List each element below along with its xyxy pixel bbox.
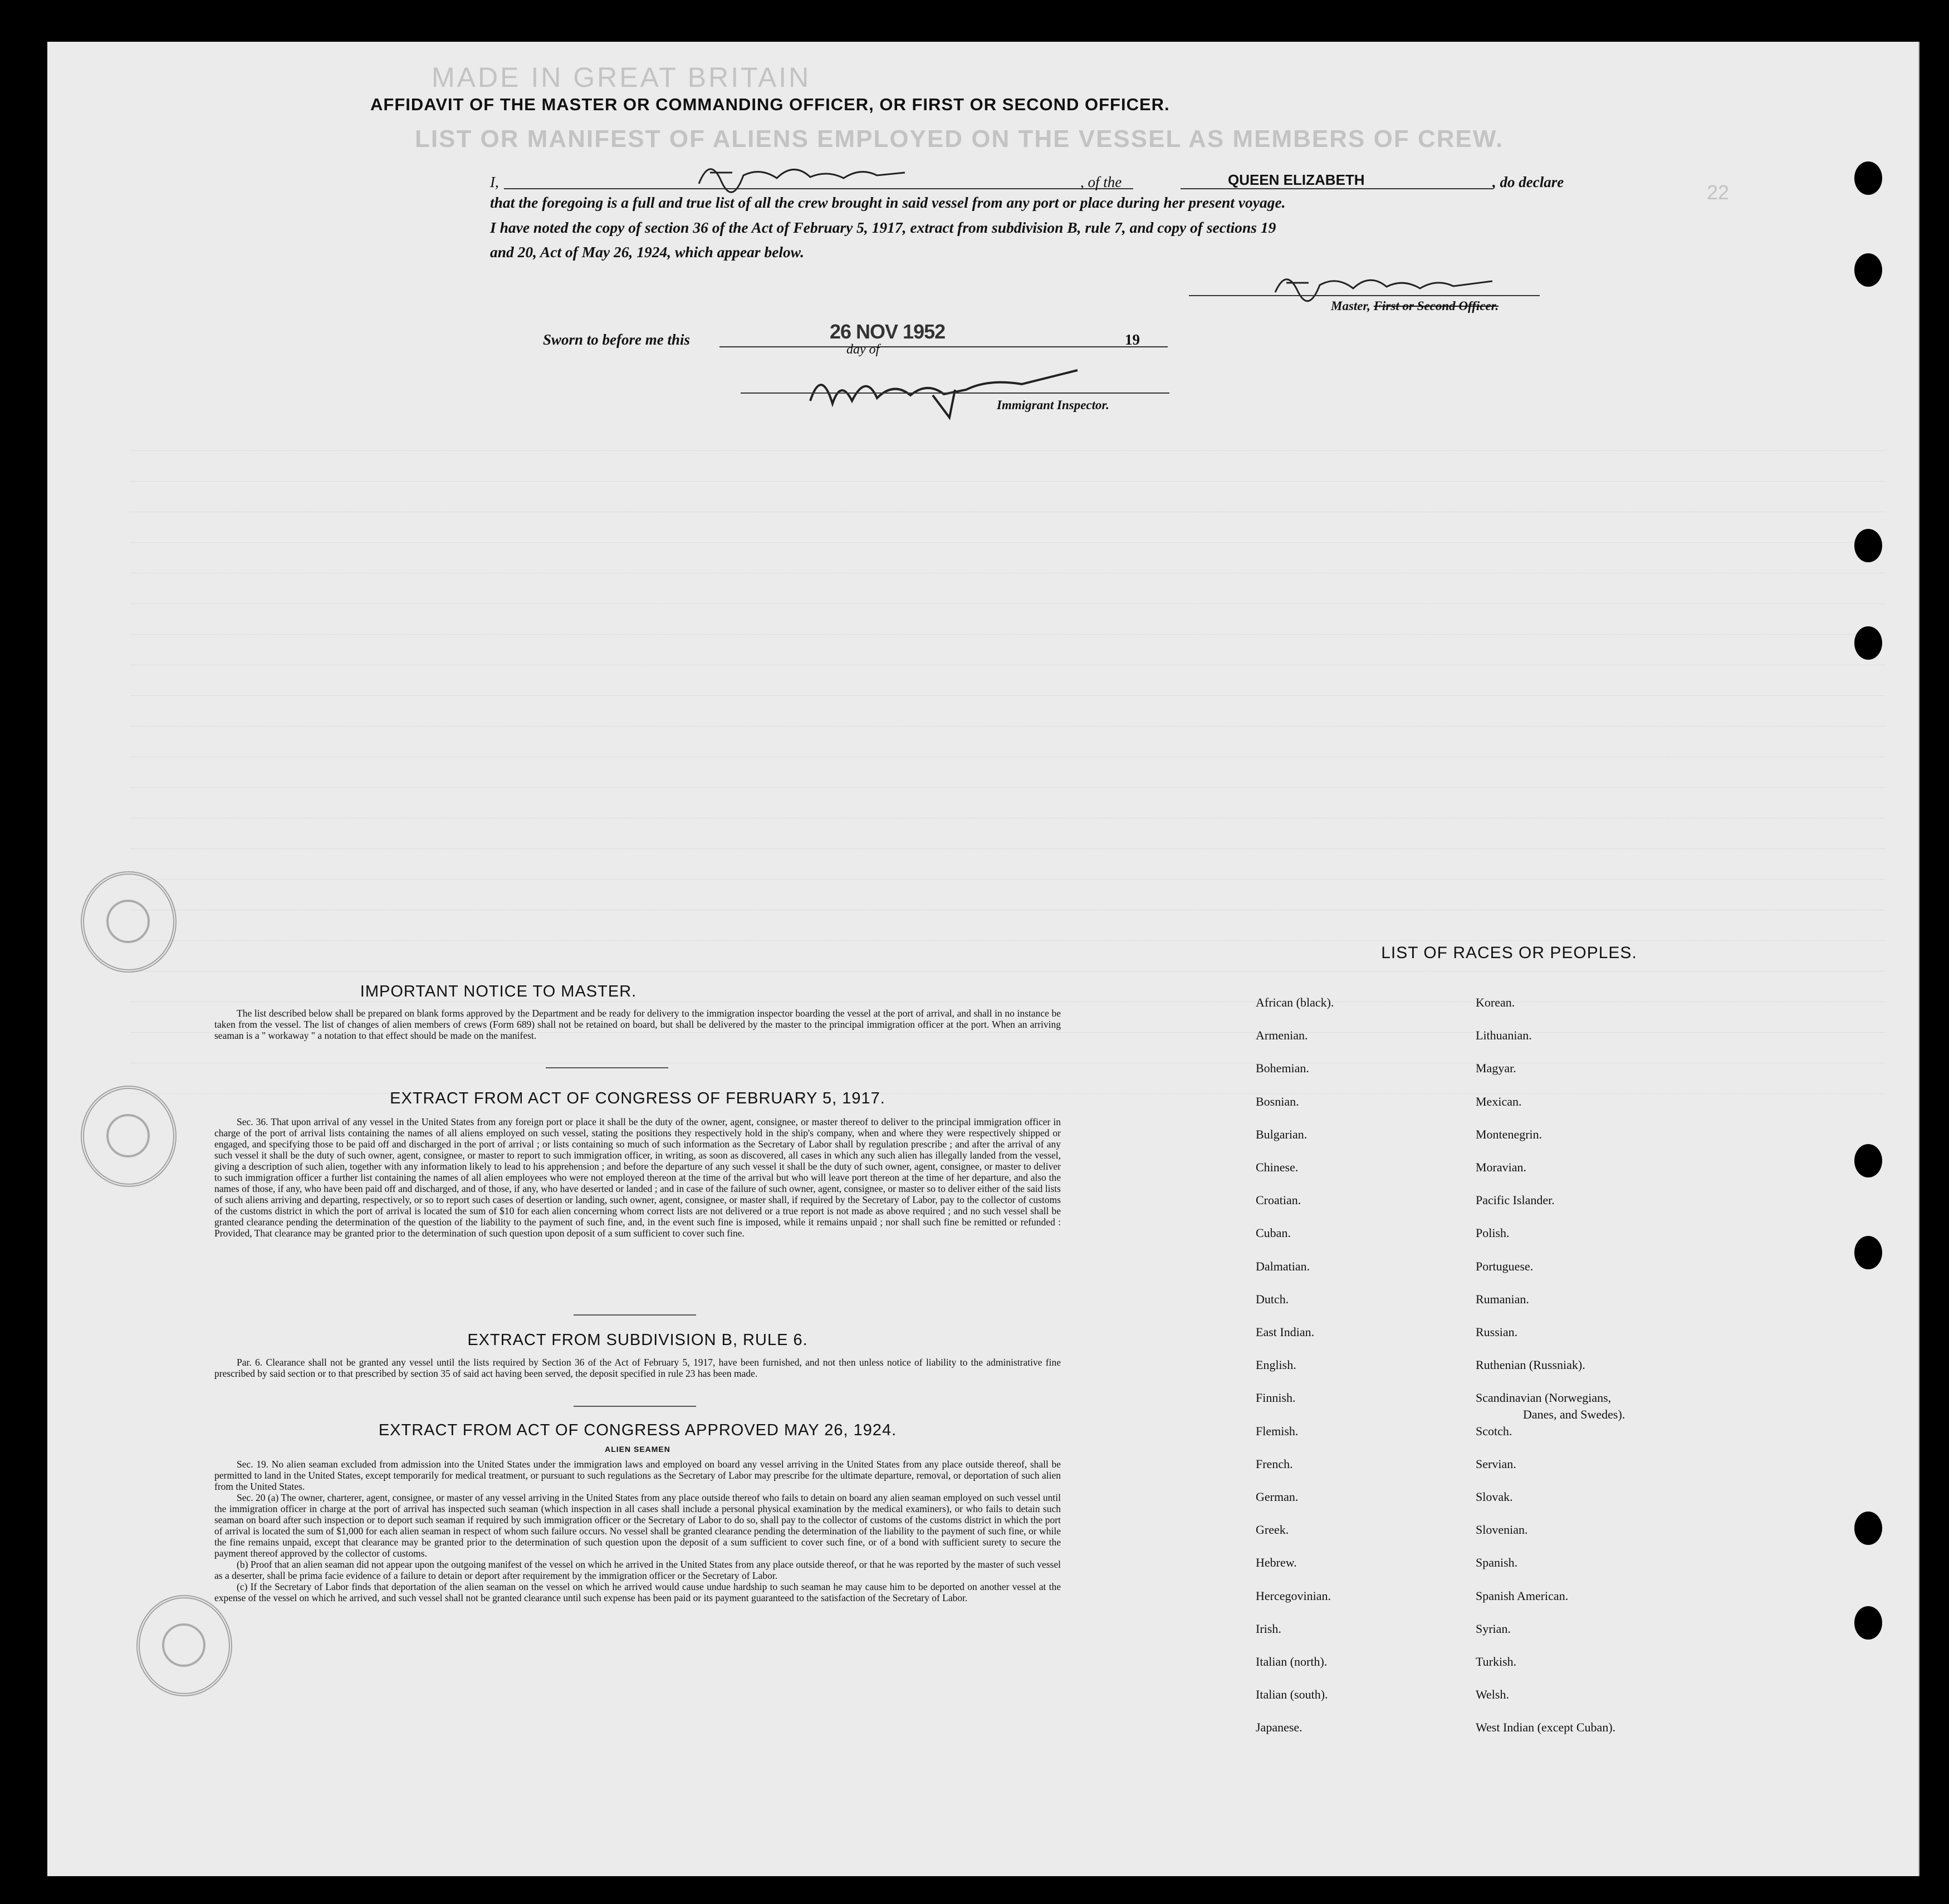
day-of-label: day of [846,342,880,357]
race-item: Slovenian. [1476,1523,1528,1537]
sworn-label: Sworn to before me this [543,331,691,348]
race-item: West Indian (except Cuban). [1476,1720,1616,1735]
ghost-row [131,498,1885,512]
sec-20b-text: (b) Proof that an alien seaman did not appear upon the outgoing manifest of the vessel on which he arrived in the United States from any place outside thereof, or that he was reported by the master of such vessel as a deserter, shall be prima facie evidence of a failure to detain or deport after requirement by the immigration officer or the Secretary of Labor. [214,1559,1061,1581]
race-item: English. [1256,1358,1296,1372]
race-item: Pacific Islander. [1476,1193,1555,1208]
extract-rule6-title: EXTRACT FROM SUBDIVISION B, RULE 6. [467,1331,808,1349]
ghost-row [131,529,1885,543]
ghost-row [131,590,1885,604]
notice-text: The list described below shall be prepared on blank forms approved by the Department and be ready for delivery to the immigration inspector boarding the vessel at the port of arrival, and shall in no instance be taken from the vessel. The list of changes of alien members of crews (Form 689) shall not be retained on board, but shall be delivered by the master to the principal immigration officer at the port. When an arriving seaman is a " workaway " a notation to that effect should be made on the manifest. [214,1008,1061,1041]
race-item: Italian (north). [1256,1655,1328,1669]
race-item: Scandinavian (Norwegians, [1476,1391,1612,1405]
race-item: Russian. [1476,1325,1518,1339]
race-item: Mexican. [1476,1094,1522,1108]
race-item: Flemish. [1256,1424,1299,1438]
extract-rule6-text: Par. 6. Clearance shall not be granted any vessel until the lists required by Section 36 of the Act of February 5, 1917, have been furnished, and not then unless notice of liability to the administrative fine prescribed by said section or to that prescribed by section 35 of said act having been served, the deposit specified in rule 23 has been made. [214,1357,1061,1379]
extract-1924-title: EXTRACT FROM ACT OF CONGRESS APPROVED MAY 26, 1924. [378,1421,897,1439]
inspector-line [741,392,1169,394]
punch-hole-1 [1854,161,1882,195]
race-item: Greek. [1256,1523,1289,1537]
race-item: Lithuanian. [1476,1028,1532,1043]
vessel-blank [1181,188,1492,189]
race-item: Montenegrin. [1476,1127,1542,1141]
race-item: Armenian. [1256,1028,1308,1043]
punch-hole-4 [1854,626,1882,660]
race-item: Spanish American. [1476,1588,1569,1603]
race-item: Japanese. [1256,1720,1302,1735]
ghost-stamp: MADE IN GREAT BRITAIN [432,62,811,93]
of-the-label: , of the [1080,174,1122,190]
notice-title: IMPORTANT NOTICE TO MASTER. [360,983,637,1000]
punch-hole-3 [1854,529,1882,562]
sworn-blank [719,346,1168,347]
extract-1924-subtitle: ALIEN SEAMEN [605,1445,670,1454]
ghost-row [131,468,1885,482]
race-item: Korean. [1476,995,1515,1009]
extract-1924-body [214,1459,1061,1603]
sec-20a-text: Sec. 20 (a) The owner, charterer, agent, consignee, or master of any vessel arriving in the United States from any place outside thereof who fails to detain on board any alien seaman employed on such vessel until the immigration officer in charge at the port of arrival has inspected such seaman (which inspection in all cases shall include a personal physical examination by the medical examiners), or who fails to detain such seaman on board after such inspection or to deport such seaman if required by such immigration officer or the Secretary of Labor to do so, shall pay to the collector of customs of the customs district in which the port of arrival is located the sum of $1,000 for each alien seaman in respect of whom such failure occurs. No vessel shall be granted clearance pending the determination of the liability to the payment of such fine, or while the fine remains unpaid, except that clearance may be granted prior to the determination of such question upon the deposit of a sum sufficient to cover such fine, or of a bond with sufficient surety to secure the payment thereof approved by the collector of customs. [214,1492,1061,1559]
race-item: Cuban. [1256,1226,1291,1240]
do-declare-label: , do declare [1492,174,1564,190]
race-item: Irish. [1256,1621,1281,1636]
separator-1 [546,1067,668,1068]
separator-3 [574,1406,696,1407]
race-item: Syrian. [1476,1621,1511,1636]
race-scandinavian-continuation: Danes, and Swedes). [1523,1407,1625,1421]
race-item: Chinese. [1256,1160,1299,1174]
race-item: Hercegovinian. [1256,1588,1331,1603]
punch-hole-8 [1854,1606,1882,1640]
ghost-row [131,835,1885,849]
race-item: Spanish. [1476,1555,1518,1570]
punch-hole-7 [1854,1512,1882,1545]
ghost-row [131,896,1885,910]
race-item: Rumanian. [1476,1292,1529,1306]
affidavit-line-4: and 20, Act of May 26, 1924, which appear below. [490,243,805,261]
sworn-date-stamp: 26 NOV 1952 [830,320,946,343]
official-seal-stamp-1 [81,871,177,973]
ghost-row [131,866,1885,880]
races-title: LIST OF RACES OR PEOPLES. [1381,944,1637,962]
ghost-row [131,804,1885,818]
sec-20c-text: (c) If the Secretary of Labor finds that deportation of the alien seaman on the vessel on which he arrived would cause undue hardship to such seaman he may cause him to be deported on another vessel at the expense of the vessel on which he arrived, and such vessel shall not be granted clearance until such expense has been paid or its payment guaranteed to the satisfaction of the Secretary of Labor. [214,1581,1061,1603]
race-item: Moravian. [1476,1160,1527,1174]
race-item: Italian (south). [1256,1687,1328,1702]
ghost-row [131,1049,1885,1063]
ghost-row [131,651,1885,665]
affidavit-line-3: I have noted the copy of section 36 of the Act of February 5, 1917, extract from subdivision B, rule 7, and copy of sections 19 [490,219,1276,236]
master-signature-line [1189,295,1540,296]
race-item: Servian. [1476,1456,1516,1471]
race-item: French. [1256,1456,1293,1471]
affidavit-line-2: that the foregoing is a full and true list of all the crew brought in said vessel from any port or place during her present voyage. [490,194,1286,211]
manifest-sheet [47,42,1919,1876]
race-item: Dutch. [1256,1292,1289,1306]
race-item: Dalmatian. [1256,1259,1310,1273]
race-item: Bohemian. [1256,1061,1309,1076]
master-label-text: Master, [1331,299,1370,313]
signer-signature-1 [693,150,916,195]
race-item: Ruthenian (Russniak). [1476,1358,1585,1372]
ghost-manifest-title: LIST OR MANIFEST OF ALIENS EMPLOYED ON THE VESSEL AS MEMBERS OF CREW. [415,125,1504,153]
race-item: Welsh. [1476,1687,1509,1702]
race-item: Portuguese. [1476,1259,1534,1273]
race-item: Slovak. [1476,1490,1513,1504]
master-signature [1270,262,1504,303]
ghost-row [131,743,1885,757]
ghost-row [131,560,1885,573]
punch-hole-6 [1854,1236,1882,1269]
extract-1917-title: EXTRACT FROM ACT OF CONGRESS OF FEBRUARY 5, 1917. [390,1090,885,1107]
vessel-name: QUEEN ELIZABETH [1228,171,1365,188]
extract-1917-text: Sec. 36. That upon arrival of any vessel in the United States from any foreign port or place it shall be the duty of the owner, agent, consignee, or master thereof to deliver to the principal immigration officer in charge of the port of arrival lists containing the names of all aliens employed on such vessel, stating the positions they respectively hold in the ship's company, when and where they were respectively shipped or engaged, and specifying those to be paid off and discharged in the port of arrival ; or lists containing so much of such information as the Secretary of Labor shall by regulation prescribe ; and after the arrival of any such vessel it shall be the duty of such owner, agent, consignee, or master to report to such immigration officer, in writing, as soon as discovered, all cases in which any such alien has illegally landed from the vessel, giving a description of such alien, together with any information likely to lead to his apprehension ; and before the departure of any such vessel it shall be the duty of such owner, agent, consignee, or master to deliver to such immigration officer a further list containing the names of all alien employees who were not employed thereon at the time of the arrival but who will leave port thereon at the time of her departure, and also the names of those, if any, who have been paid off and discharged, and of those, if any, who have deserted or landed ; and in case of the failure of such owner, agent, consignee, or master so to deliver either of the said lists of such aliens arriving and departing, respectively, or so to report such cases of desertion or landing, such owner, agent, consignee, or master shall, if required by the Secretary of Labor, pay to the collector of customs of the customs district in which the port of arrival is located the sum of $10 for each alien concerning whom correct lists are not delivered or a true report is not made as above required ; and no such vessel shall be granted clearance pending the determination of the question of the liability to the payment of such fine, and, in the event such fine is imposed, while it remains unpaid ; nor shall such fine be remitted or refunded : Provided, That clearance may be granted prior to the determination of such question upon deposit of a sum sufficient to cover such fine. [214,1116,1061,1239]
ghost-row [131,682,1885,696]
official-seal-stamp-2 [81,1086,177,1187]
ghost-row [131,621,1885,635]
race-item: Croatian. [1256,1193,1301,1208]
inspector-label: Immigrant Inspector. [997,398,1109,412]
race-item: Scotch. [1476,1424,1512,1438]
punch-hole-2 [1854,253,1882,287]
race-item: German. [1256,1490,1299,1504]
race-item: Bosnian. [1256,1094,1299,1108]
struck-officer-label: First or Second Officer. [1373,299,1499,313]
race-item: Finnish. [1256,1391,1296,1405]
ghost-row [131,774,1885,788]
sec-19-text: Sec. 19. No alien seaman excluded from admission into the United States under the immigration laws and employed on board any vessel arriving in the United States from any place outside thereof, shall be permitted to land in the United States, except temporarily for medical treatment, or pursuant to such regulations as the Secretary of Labor may prescribe for the ultimate departure, removal, or deportation of such alien from the United States. [214,1459,1061,1492]
separator-2 [574,1314,696,1316]
official-seal-stamp-3 [136,1595,232,1696]
year-label: 19 [1125,331,1140,348]
race-item: East Indian. [1256,1325,1315,1339]
ghost-row [131,437,1885,451]
master-label [1331,299,1499,313]
race-item: Magyar. [1476,1061,1516,1076]
race-item: Turkish. [1476,1655,1517,1669]
ghost-number: 22 [1707,181,1730,204]
race-item: Hebrew. [1256,1555,1297,1570]
ghost-row [131,927,1885,941]
ghost-row [131,713,1885,727]
race-item: Bulgarian. [1256,1127,1308,1141]
affidavit-i-label: I, [490,174,499,190]
race-item: African (black). [1256,995,1334,1009]
affidavit-title: AFFIDAVIT OF THE MASTER OR COMMANDING OFFICER, OR FIRST OR SECOND OFFICER. [370,95,1170,114]
race-item: Polish. [1476,1226,1510,1240]
punch-hole-5 [1854,1144,1882,1177]
